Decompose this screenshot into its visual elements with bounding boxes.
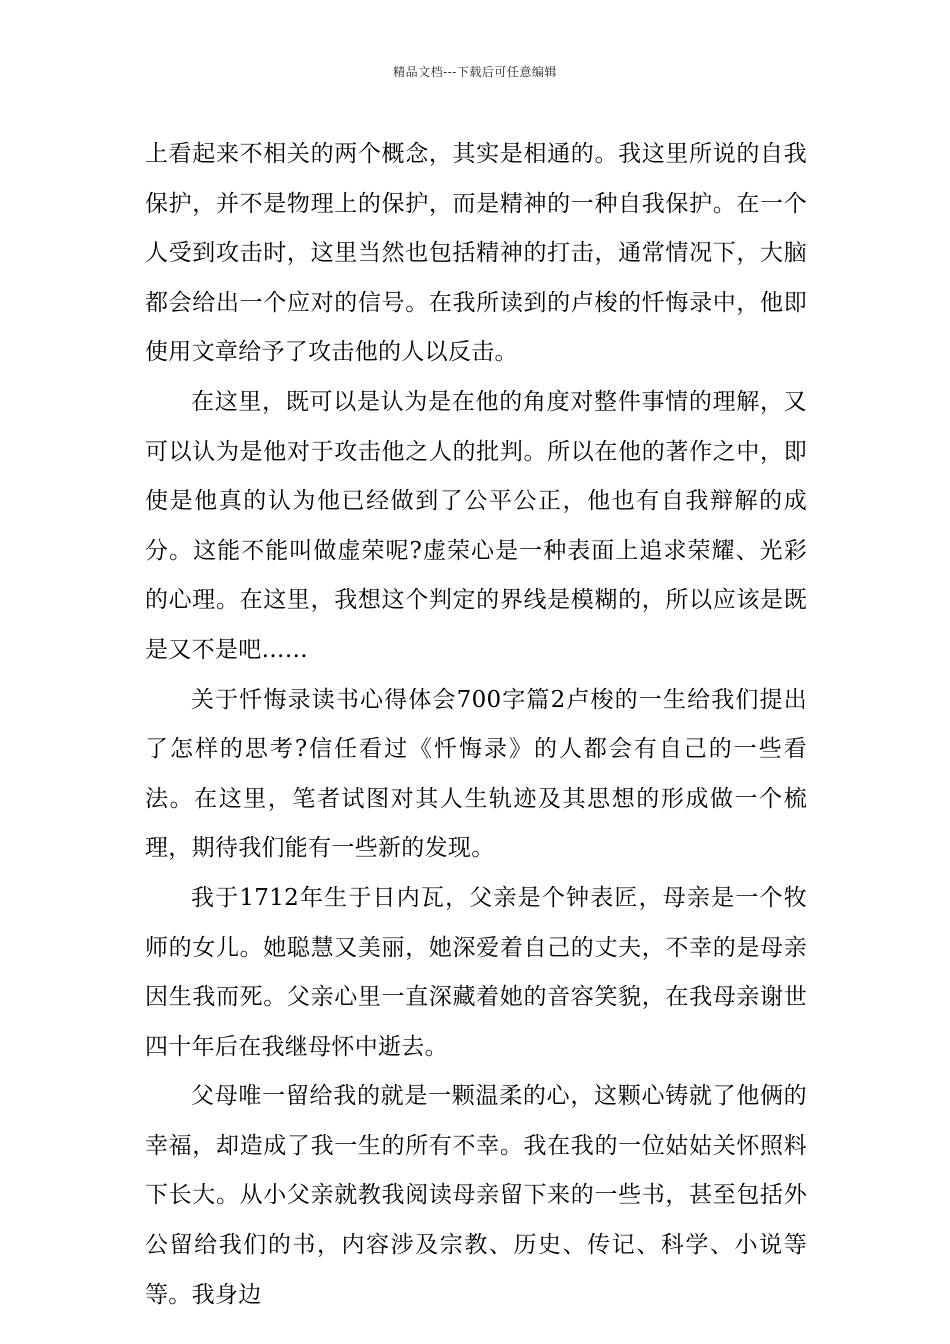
page-header: 精品文档---下载后可任意编辑 (393, 65, 557, 79)
paragraph-4: 我于1712年生于日内瓦，父亲是个钟表匠，母亲是一个牧师的女儿。她聪慧又美丽，她深爱着自己的丈夫，不幸的是母亲因生我而死。父亲心里一直深藏着她的音容笑貌，在我母亲谢世四十年后在我继母怀中逝去。 (145, 884, 807, 1060)
paragraph-1: 上看起来不相关的两个概念，其实是相通的。我这里所说的自我保护，并不是物理上的保护，而是精神的一种自我保护。在一个人受到攻击时，这里当然也包括精神的打击，通常情况下，大脑都会给出一个应对的信号。在我所读到的卢梭的忏悔录中，他即使用文章给予了攻击他的人以反击。 (145, 141, 807, 366)
paragraph-5: 父母唯一留给我的就是一颗温柔的心，这颗心铸就了他俩的幸福，却造成了我一生的所有不幸。我在我的一位姑姑关怀照料下长大。从小父亲就教我阅读母亲留下来的一些书，甚至包括外公留给我们的书，内容涉及宗教、历史、传记、科学、小说等等。我身边 (145, 1083, 807, 1308)
paragraph-3: 关于忏悔录读书心得体会700字篇2卢梭的一生给我们提出了怎样的思考?信任看过《忏悔录》的人都会有自己的一些看法。在这里，笔者试图对其人生轨迹及其思想的形成做一个梳理，期待我们能有一些新的发现。 (145, 686, 807, 862)
paragraph-2: 在这里，既可以是认为是在他的角度对整件事情的理解，又可以认为是他对于攻击他之人的批判。所以在他的著作之中，即使是他真的认为他已经做到了公平公正，他也有自我辩解的成分。这能不能叫做虚荣呢?虚荣心是一种表面上追求荣耀、光彩的心理。在这里，我想这个判定的界线是模糊的，所以应该是既是又不是吧…… (145, 388, 807, 663)
document-body (145, 130, 807, 1320)
